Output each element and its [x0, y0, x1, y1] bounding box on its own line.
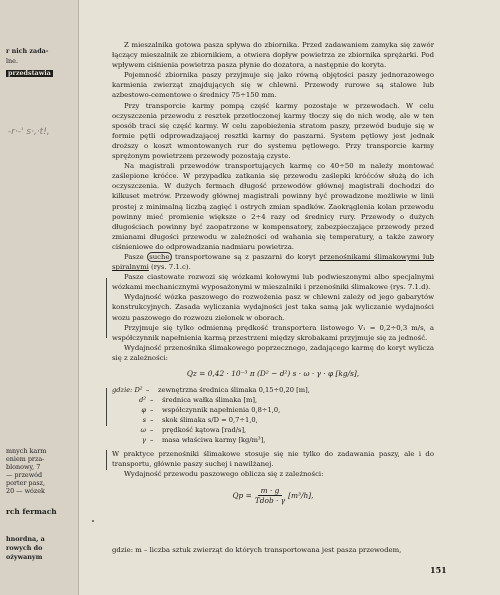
definitions-list [112, 385, 434, 445]
margin-mark [106, 278, 107, 338]
paragraph: Wydajność wózka paszowego do rozwożenia pasz w chlewni zależy od jego gabarytów konstrukcyjnych. Zasada wyliczania wydajności jest taka samą jak wyliczanie wydajności wozu paszowego do rozwozu zielonek w oborach. [112, 293, 434, 322]
paragraph: Pojemność zbiornika paszy przyjmuje się jako równą objętości paszy jednorazowego karmienia zwierząt znajdujących się w chlewni. Przewody rurowe są stalowe lub azbestowo-cementowe o średnicy 75÷150 mm. [112, 71, 434, 100]
paragraph: Z mieszalnika gotowa pasza spływa do zbiornika. Przed zadawaniem zamyka się zawór łączący mieszalnik ze zbiornikiem, a otwiera dopływ powietrza ze zbiornika sprężarki. Pod wpływem ciśnienia powietrza pasza płynie do dozatora, a następnie do koryta. [112, 41, 434, 70]
formula-feed-pipe: Qp = $\frac{m \cdot g}{\text{Tdob · γ}}$ [m³/h], [232, 486, 314, 506]
margin-mark [106, 450, 107, 470]
underlined-phrase: przenośnikami ślimakowymi lub spiralnymi [112, 252, 434, 272]
prev-page-line: rowych do [6, 544, 43, 552]
prev-page-line: r nich zada- [6, 47, 49, 55]
paragraph-transport: Pasze suche transportowane są z paszarni do koryt przenośnikami ślimakowymi lub spiralnymi (rys. 7.1.c). [112, 252, 434, 272]
prev-page-line: eniem prza- [6, 455, 45, 463]
prev-page-line: rch fermach [6, 507, 57, 516]
definition-row: φ – współczynnik napełnienia 0,8÷1,0, [141, 406, 281, 415]
definition-row: gdzie: D² – zewnętrzna średnica ślimaka 0,15÷0,20 [m], [112, 386, 310, 395]
prev-page-line: 20 — wózek [6, 487, 45, 495]
page-text [112, 40, 434, 513]
pencil-note: -r·-' s·,·t!, [8, 127, 50, 137]
prev-page-line: porter pasz, [6, 479, 46, 487]
margin-mark [106, 388, 107, 426]
paragraph: W praktyce przenośniki ślimakowe stosuje się nie tylko do zadawania paszy, ale i do transportu, głównie paszy suchej i nawilżanej. [112, 450, 434, 469]
paragraph: Przy transporcie karmy pompą część karmy pozostaje w przewodach. W celu oczyszczenia przewodu z resztek przetłoczonej karmy tłoczy się do nich wodę, ale w ten sposób traci się część karmy. W celu zapobieżenia stratom paszy, przewód buduje się w formie pętli odprowadzającej resztki karmy do paszarni. System pętlowy jest jednak droższy o koszt wmontowanych rur do systemu pętlowego. Przy transporcie karmy sprężonym powietrzem przewody pozostają czyste. [112, 101, 434, 161]
paragraph: Na magistrali przewodów transportujących karmę co 40÷50 m należy montować zaślepione króćce. W przypadku zatkania się przewodu zaślepki króćców służą do ich oczyszczenia. W dużych fermach długość przewodów głównej magistrali dochodzi do kilkuset metrów. Przewody głównej magistrali powinny być prowadzone możliwie w linii prostej z minimalną liczbą zagięć i ostrych zmian spadków. Zaokrąglenia kolan przewodu powinny mieć promienie większe o 2÷4 razy od średnicy rury. Przewody o dużych długościach powinny być zaopatrzone w kompensatory, zabezpieczające przewody przed zmianami długości przewodu w zależności od wahania się temperatury, a także zawory ciśnieniowe do odprowadzania nadmiaru powietrza. [112, 162, 434, 251]
formula-screw-conveyor: Qz = 0,42 · 10⁻³ π (D² − d²) s · ω · γ · φ [kg/s], [186, 369, 360, 378]
paragraph: Pasze ciastowate rozwozi się wózkami kołowymi lub podwieszonymi albo specjalnymi wózkami mechanicznymi wyposażonymi w mieszalniki i przenośniki ślimakowe (rys. 7.1.d). [112, 273, 434, 292]
prev-page-line: hnordna, a [6, 535, 45, 543]
margin-dot [92, 520, 94, 522]
prev-page-line: ożywanym [6, 553, 43, 561]
paragraph: Wydajność przenośnika ślimakowego poprzecznego, zadającego karmę do koryt wylicza się z zależności: [112, 343, 434, 362]
definition-line: gdzie: m – liczba sztuk zwierząt do których transportowana jest pasza przewodem, [112, 546, 402, 554]
prev-page-line: przedstawia [8, 69, 51, 77]
definition-row: d² – średnica wałka ślimaka [m], [139, 396, 258, 405]
paragraph: Wydajność przewodu paszowego oblicza się z zależności: [124, 470, 324, 479]
prev-page-line: blonowy, 7 [6, 463, 41, 471]
page-number: 151 [430, 565, 447, 575]
paragraph: Przyjmuje się tylko odmienną prędkość transportera listowego V₁ = 0,2÷0,3 m/s, a współczynnik napełnienia karmą przestrzeni między skrobakami przyjmuje się za jedność. [112, 323, 434, 342]
prev-page-line: — przewód [6, 471, 43, 479]
previous-page-edge [0, 0, 79, 595]
definition-row: γ – masa właściwa karmy [kg/m³], [142, 436, 266, 445]
definition-row: s – skok ślimaka s/D = 0,7÷1,0, [142, 416, 258, 425]
circled-word: suche [149, 252, 170, 261]
prev-page-line: mnych karm [6, 447, 47, 455]
prev-page-line: lne. [6, 57, 18, 65]
definition-row: ω – prędkość kątowa [rad/s], [140, 426, 247, 435]
